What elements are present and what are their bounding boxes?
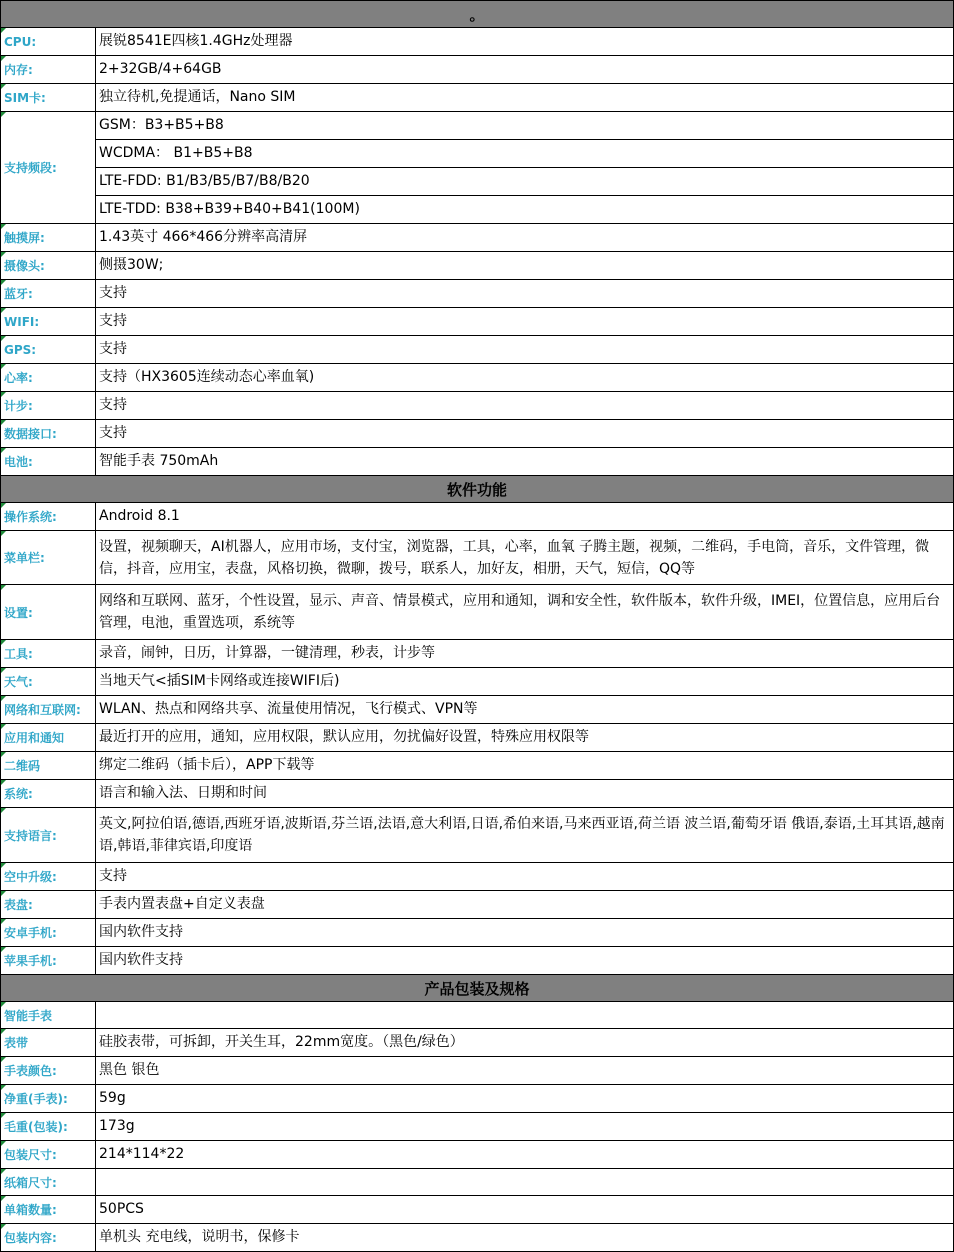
- row-label: 蓝牙:: [1, 280, 96, 308]
- row-value: 支持: [96, 336, 954, 364]
- row-label: 表带: [1, 1029, 96, 1057]
- row-value: 语言和输入法、日期和时间: [96, 780, 954, 808]
- table-row: [1, 1002, 954, 1029]
- row-label: 二维码: [1, 752, 96, 780]
- table-row: [1, 780, 954, 808]
- table-row: [1, 224, 954, 252]
- row-value: 2+32GB/4+64GB: [96, 56, 954, 84]
- row-value: 国内软件支持: [96, 947, 954, 975]
- row-value: 最近打开的应用，通知，应用权限，默认应用，勿扰偏好设置，特殊应用权限等: [96, 724, 954, 752]
- row-value: 单机头 充电线，说明书，保修卡: [96, 1224, 954, 1252]
- row-value: 支持（HX3605连续动态心率血氧): [96, 364, 954, 392]
- table-row: [1, 252, 954, 280]
- row-label: 网络和互联网:: [1, 696, 96, 724]
- row-label: 净重(手表):: [1, 1085, 96, 1113]
- row-value: 支持: [96, 392, 954, 420]
- row-value: 国内软件支持: [96, 919, 954, 947]
- row-value: 绑定二维码（插卡后），APP下载等: [96, 752, 954, 780]
- row-value: 当地天气<插SIM卡网络或连接WIFI后): [96, 668, 954, 696]
- table-row: [1, 1029, 954, 1057]
- row-label: 菜单栏:: [1, 531, 96, 585]
- table-row: [1, 168, 954, 196]
- table-row: [1, 420, 954, 448]
- row-label: CPU:: [1, 28, 96, 56]
- row-label: 摄像头:: [1, 252, 96, 280]
- row-label: 纸箱尺寸:: [1, 1169, 96, 1196]
- table-row: [1, 1113, 954, 1141]
- table-row: [1, 1141, 954, 1169]
- row-label: 表盘:: [1, 891, 96, 919]
- table-row: [1, 196, 954, 224]
- table-row: [1, 947, 954, 975]
- row-value: 173g: [96, 1113, 954, 1141]
- row-value: 支持: [96, 308, 954, 336]
- table-row: [1, 668, 954, 696]
- band-value: GSM：B3+B5+B8: [96, 112, 954, 140]
- table-row: [1, 531, 954, 585]
- row-label: GPS:: [1, 336, 96, 364]
- row-label: 安卓手机:: [1, 919, 96, 947]
- table-row: [1, 84, 954, 112]
- row-label: 工具:: [1, 640, 96, 668]
- table-row: [1, 863, 954, 891]
- row-label: 操作系统:: [1, 503, 96, 531]
- row-value: 网络和互联网、蓝牙，个性设置，显示、声音、情景模式，应用和通知，调和安全性，软件版本，软件升级，IMEI，位置信息，应用后台管理，电池，重置选项，系统等: [96, 585, 954, 640]
- table-row: [1, 56, 954, 84]
- row-label: 应用和通知: [1, 724, 96, 752]
- row-value: 50PCS: [96, 1196, 954, 1224]
- row-label: 系统:: [1, 780, 96, 808]
- table-row: [1, 585, 954, 640]
- row-value: [96, 1169, 954, 1196]
- table-row: [1, 112, 954, 140]
- row-value: 黑色 银色: [96, 1057, 954, 1085]
- row-label: 设置:: [1, 585, 96, 640]
- row-value: 59g: [96, 1085, 954, 1113]
- table-row: [1, 724, 954, 752]
- row-label: 内存:: [1, 56, 96, 84]
- row-value: 支持: [96, 863, 954, 891]
- section-header-packaging: 产品包装及规格: [1, 975, 954, 1002]
- band-value: WCDMA： B1+B5+B8: [96, 140, 954, 168]
- row-label: WIFI:: [1, 308, 96, 336]
- row-label: 天气:: [1, 668, 96, 696]
- row-label: 计步:: [1, 392, 96, 420]
- table-row: [1, 280, 954, 308]
- row-value: 214*114*22: [96, 1141, 954, 1169]
- table-row: [1, 448, 954, 476]
- table-row: [1, 392, 954, 420]
- row-value: 手表内置表盘+自定义表盘: [96, 891, 954, 919]
- band-value: LTE-FDD: B1/B3/B5/B7/B8/B20: [96, 168, 954, 196]
- row-label: 手表颜色:: [1, 1057, 96, 1085]
- row-value: 支持: [96, 420, 954, 448]
- table-row: [1, 308, 954, 336]
- band-value: LTE-TDD: B38+B39+B40+B41(100M): [96, 196, 954, 224]
- table-row: [1, 28, 954, 56]
- table-row: [1, 1196, 954, 1224]
- table-row: [1, 1169, 954, 1196]
- section-header-hardware: 。: [1, 1, 954, 28]
- table-row: [1, 1085, 954, 1113]
- row-label: 包装尺寸:: [1, 1141, 96, 1169]
- row-label: 毛重(包装):: [1, 1113, 96, 1141]
- table-row: [1, 1057, 954, 1085]
- row-label: 单箱数量:: [1, 1196, 96, 1224]
- row-value: Android 8.1: [96, 503, 954, 531]
- table-row: [1, 891, 954, 919]
- table-row: [1, 808, 954, 863]
- table-row: [1, 919, 954, 947]
- row-value: 侧摄30W;: [96, 252, 954, 280]
- table-row: [1, 364, 954, 392]
- row-label: 包装内容:: [1, 1224, 96, 1252]
- row-label: 智能手表: [1, 1002, 96, 1029]
- row-value: 独立待机,免提通话，Nano SIM: [96, 84, 954, 112]
- row-label: SIM卡:: [1, 84, 96, 112]
- row-label: 心率:: [1, 364, 96, 392]
- row-value: 设置，视频聊天，AI机器人，应用市场，支付宝，浏览器，工具，心率，血氧 子腾主题，视频，二维码，手电筒，音乐，文件管理，微信，抖音，应用宝，表盘，风格切换，微聊，拨号，联系人，加好友，相册，天气，短信，QQ等: [96, 531, 954, 585]
- row-label: 支持频段:: [1, 112, 96, 224]
- row-label: 电池:: [1, 448, 96, 476]
- table-row: [1, 1224, 954, 1252]
- row-value: [96, 1002, 954, 1029]
- row-value: 硅胶表带，可拆卸，开关生耳，22mm宽度。（黑色/绿色）: [96, 1029, 954, 1057]
- row-label: 空中升级:: [1, 863, 96, 891]
- table-row: [1, 140, 954, 168]
- row-label: 数据接口:: [1, 420, 96, 448]
- row-value: 展锐8541E四核1.4GHz处理器: [96, 28, 954, 56]
- row-value: WLAN、热点和网络共享、流量使用情况，飞行模式、VPN等: [96, 696, 954, 724]
- row-label: 支持语言:: [1, 808, 96, 863]
- row-label: 苹果手机:: [1, 947, 96, 975]
- table-row: [1, 503, 954, 531]
- row-value: 录音，闹钟，日历，计算器，一键清理，秒表，计步等: [96, 640, 954, 668]
- row-value: 支持: [96, 280, 954, 308]
- row-label: 触摸屏:: [1, 224, 96, 252]
- section-header-software: 软件功能: [1, 476, 954, 503]
- table-row: [1, 752, 954, 780]
- row-value: 1.43英寸 466*466分辨率高清屏: [96, 224, 954, 252]
- row-value: 智能手表 750mAh: [96, 448, 954, 476]
- table-row: [1, 640, 954, 668]
- row-value: 英文,阿拉伯语,德语,西班牙语,波斯语,芬兰语,法语,意大利语,日语,希伯来语,马来西亚语,荷兰语 波兰语,葡萄牙语 俄语,泰语,土耳其语,越南语,韩语,菲律宾语,印度语: [96, 808, 954, 863]
- table-row: [1, 696, 954, 724]
- table-row: [1, 336, 954, 364]
